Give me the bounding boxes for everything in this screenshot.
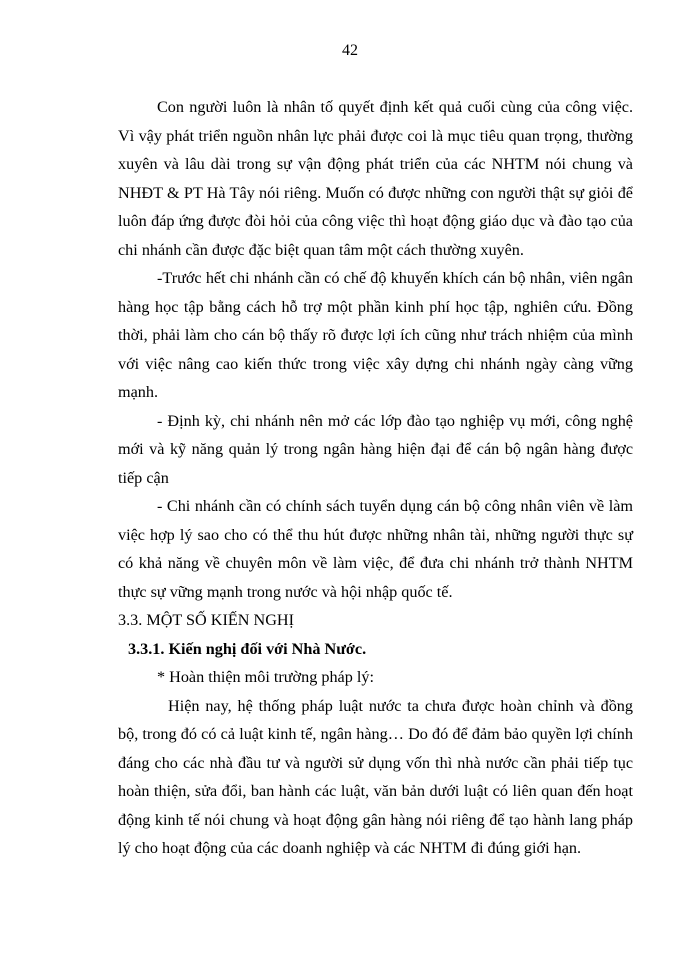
page-number: 42: [342, 42, 358, 59]
paragraph-periodic-training: - Định kỳ, chi nhánh nên mở các lớp đào tạo nghiệp vụ mới, công nghệ mới và kỹ năng quản lý trong ngân hàng hiện đại để cán bộ ngân hàng được tiếp cận: [118, 411, 633, 487]
paragraph-human-resources: Con người luôn là nhân tố quyết định kết quả cuối cùng của công việc. Vì vậy phát triển nguồn nhân lực phải được coi là mục tiêu quan trọng, thường xuyên và lâu dài trong sự vận động phát triển của các NHTM nói chung và NHĐT & PT Hà Tây nói riêng. Muốn có được những con người thật sự giỏi để luôn đáp ứng được đòi hỏi của công việc thì hoạt động giáo dục và đào tạo của chi nhánh cần được đặc biệt quan tâm một cách thường xuyên.: [118, 98, 633, 259]
paragraph-legal-environment: Hiện nay, hệ thống pháp luật nước ta chưa được hoàn chỉnh và đồng bộ, trong đó có cả luật kinh tế, ngân hàng… Do đó để đảm bảo quyền lợi chính đáng cho các nhà đầu tư và người sử dụng vốn thì nhà nước cần phải tiếp tục hoàn thiện, sửa đổi, ban hành các luật, văn bản dưới luật có liên quan đến hoạt động kinh tế nói chung và hoạt động gân hàng nói riêng để tạo hành lang pháp lý cho hoạt động của các doanh nghiệp và các NHTM đi đúng giới hạn.: [118, 696, 633, 857]
paragraph-recruitment-policy: - Chi nhánh cần có chính sách tuyển dụng cán bộ công nhân viên về làm việc hợp lý sao cho có thể thu hút được những nhân tài, những người thực sự có khả năng về chuyên môn về làm việc, để đưa chi nhánh trở thành NHTM thực sự vững mạnh trong nước và hội nhập quốc tế.: [118, 497, 633, 601]
paragraph-encouragement: -Trước hết chi nhánh cần có chế độ khuyến khích cán bộ nhân, viên ngân hàng học tập bằng cách hỗ trợ một phần kinh phí học tập, nghiên cứu. Đồng thời, phải làm cho cán bộ thấy rõ được lợi ích cũng như trách nhiệm của mình với việc nâng cao kiến thức trong việc xây dựng chi nhánh ngày càng vững mạnh.: [118, 269, 633, 401]
bullet-heading: * Hoàn thiện môi trường pháp lý:: [157, 668, 374, 686]
section-heading: 3.3. MỘT SỐ KIẾN NGHỊ: [118, 611, 294, 629]
document-body: [118, 93, 633, 863]
subsection-heading: 3.3.1. Kiến nghị đối với Nhà Nước.: [128, 639, 367, 658]
